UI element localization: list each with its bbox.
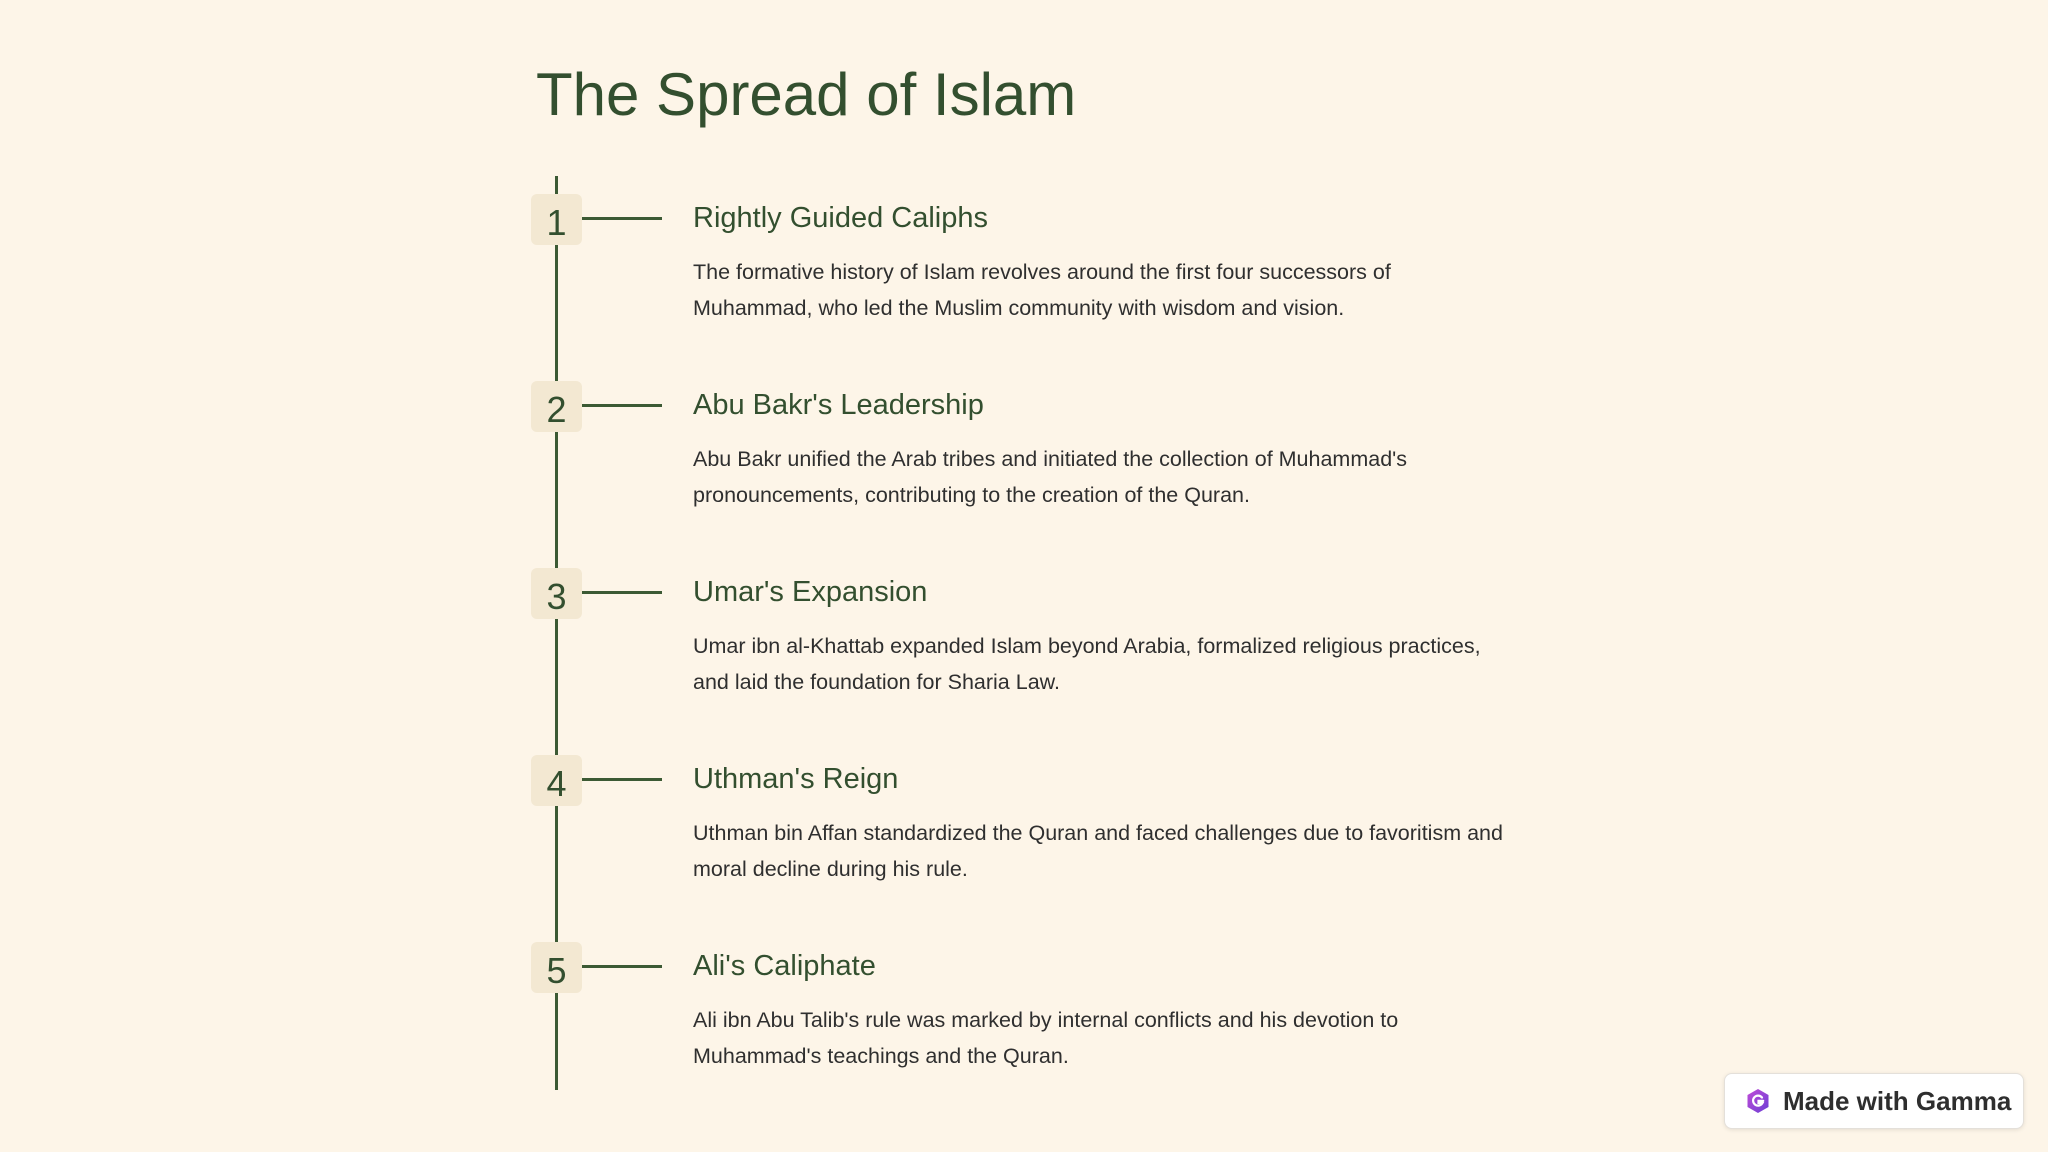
item-description: The formative history of Islam revolves around the first four successors of Muhammad, who led the Muslim community with wisdom and vision. (693, 260, 1391, 320)
item-title: Ali's Caliphate (693, 950, 876, 982)
item-description: Abu Bakr unified the Arab tribes and initiated the collection of Muhammad's pronouncements, contributing to the creation of the Quran. (693, 447, 1408, 507)
connector-line (582, 217, 662, 220)
timeline-item (0, 568, 2048, 728)
page-title: The Spread of Islam (536, 61, 1077, 128)
gamma-logo-icon (1745, 1088, 1771, 1114)
step-number: 2 (531, 381, 582, 432)
step-number: 3 (531, 568, 582, 619)
step-number: 1 (531, 194, 582, 245)
item-description: Uthman bin Affan standardized the Quran and faced challenges due to favoritism and moral decline during his rule. (693, 821, 1503, 881)
connector-line (582, 404, 662, 407)
made-with-gamma-button[interactable] (1724, 1073, 2024, 1129)
connector-line (582, 778, 662, 781)
timeline-item (0, 381, 2048, 541)
timeline-item (0, 194, 2048, 354)
badge-label: Made with Gamma (1783, 1085, 2012, 1116)
connector-line (582, 965, 662, 968)
item-description: Ali ibn Abu Talib's rule was marked by internal conflicts and his devotion to Muhammad's teachings and the Quran. (693, 1008, 1399, 1068)
item-title: Abu Bakr's Leadership (693, 389, 984, 421)
item-title: Rightly Guided Caliphs (693, 202, 988, 234)
connector-line (582, 591, 662, 594)
item-title: Uthman's Reign (693, 763, 899, 795)
timeline-item (0, 755, 2048, 915)
item-description: Umar ibn al-Khattab expanded Islam beyond Arabia, formalized religious practices, and laid the foundation for Sharia Law. (693, 634, 1481, 694)
step-number: 4 (531, 755, 582, 806)
item-title: Umar's Expansion (693, 576, 928, 608)
step-number: 5 (531, 942, 582, 993)
